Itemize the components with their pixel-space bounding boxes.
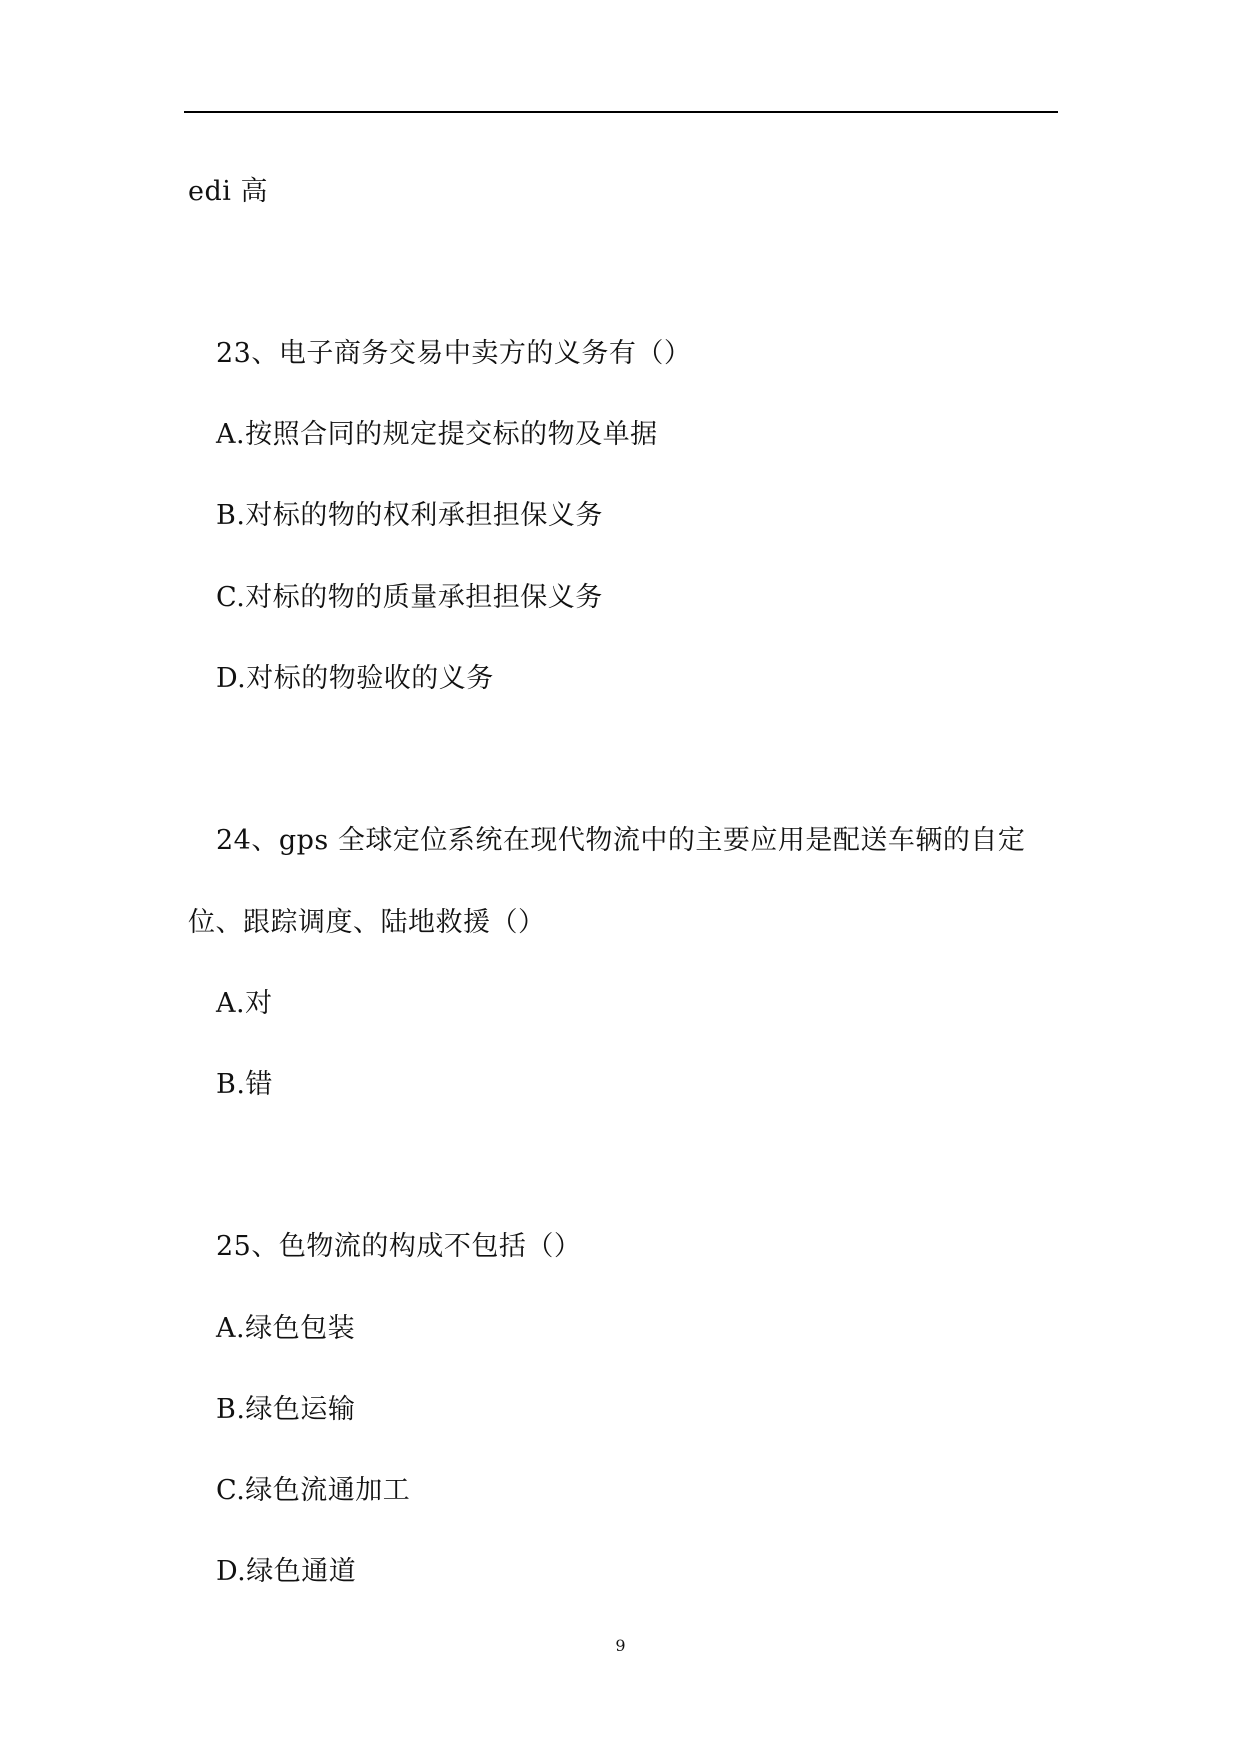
option-a: A.绿色包装 xyxy=(216,1313,356,1344)
question-stem: 25、色物流的构成不包括（） xyxy=(216,1231,582,1262)
carryover-text: edi 高 xyxy=(188,176,268,207)
question-stem-line-1: 24、gps 全球定位系统在现代物流中的主要应用是配送车辆的自定 xyxy=(216,825,1026,856)
question-stem: 23、电子商务交易中卖方的义务有（） xyxy=(216,338,692,369)
option-b: B.对标的物的权利承担担保义务 xyxy=(216,500,603,531)
option-d: D.对标的物验收的义务 xyxy=(216,663,494,694)
option-c: C.对标的物的质量承担担保义务 xyxy=(216,582,603,613)
header-rule xyxy=(184,111,1058,113)
option-a: A.按照合同的规定提交标的物及单据 xyxy=(216,419,658,450)
option-a: A.对 xyxy=(216,988,273,1019)
option-d: D.绿色通道 xyxy=(216,1556,357,1587)
option-c: C.绿色流通加工 xyxy=(216,1475,411,1506)
option-b: B.错 xyxy=(216,1069,273,1100)
option-b: B.绿色运输 xyxy=(216,1394,356,1425)
question-stem-line-2: 位、跟踪调度、陆地救援（） xyxy=(188,907,546,938)
page-number: 9 xyxy=(615,1636,626,1655)
